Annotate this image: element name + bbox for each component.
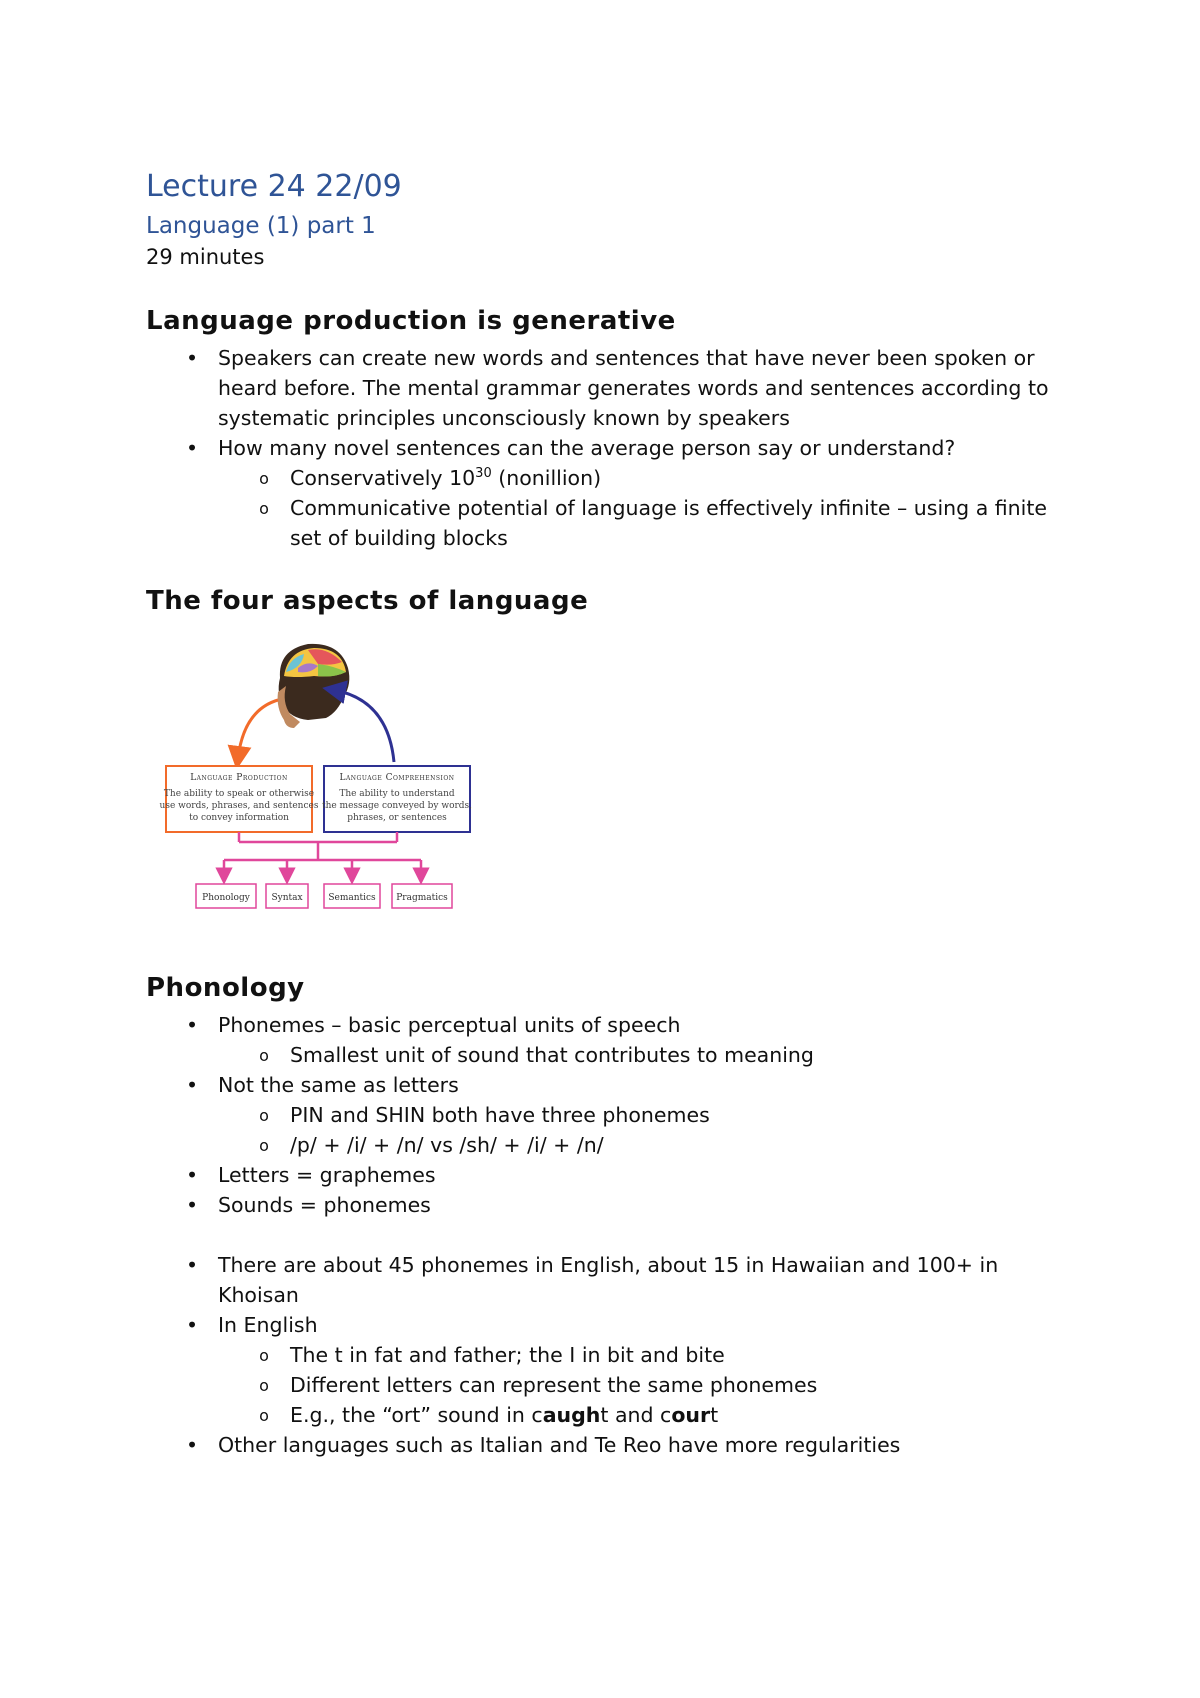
bullet-icon: • — [185, 1163, 199, 1188]
comprehension-title: Language Comprehension — [339, 773, 455, 784]
list-item-text: Speakers can create new words and sentences that have never been spoken or heard before. The mental grammar generates words and sentences according to systematic principles unconsciously known by speakers — [218, 345, 1049, 430]
sub-list — [218, 1100, 1076, 1160]
lecture-duration: 29 minutes — [146, 245, 265, 270]
sub-item-text: Communicative potential of language is effectively infinite – using a finite set of building blocks — [290, 495, 1048, 550]
sub-bullet-icon: o — [259, 468, 269, 488]
bullet-icon: • — [185, 1193, 199, 1218]
section1-list — [146, 343, 1076, 553]
head-illustration-icon — [278, 644, 350, 728]
sub-item-text: /p/ + /i/ + /n/ vs /sh/ + /i/ + /n/ — [290, 1133, 604, 1158]
list-item-text: Letters = graphemes — [218, 1163, 436, 1188]
comprehension-text-line: the message conveyed by words, — [321, 801, 473, 812]
lecture-subtitle: Language (1) part 1 — [146, 212, 376, 239]
lecture-title: Lecture 24 22/09 — [146, 169, 402, 204]
spacer — [146, 1220, 1076, 1250]
section-heading-generative: Language production is generative — [146, 305, 676, 336]
sub-item-text: Smallest unit of sound that contributes to meaning — [290, 1043, 814, 1068]
bold-fragment: augh — [542, 1403, 601, 1428]
sub-item-text-e: t — [710, 1403, 719, 1428]
aspect-label: Semantics — [328, 893, 376, 904]
phonology-list — [146, 1010, 1076, 1220]
bullet-icon: • — [185, 1073, 199, 1098]
section-heading-phonology: Phonology — [146, 973, 305, 1004]
sub-list-item — [218, 1370, 1076, 1400]
list-item-text: Other languages such as Italian and Te Reo have more regularities — [218, 1433, 901, 1458]
sub-list-item — [218, 463, 1076, 493]
comprehension-text-line: The ability to understand — [339, 789, 455, 800]
sub-item-text-pre: Conservatively 10 — [290, 465, 476, 490]
bullet-icon: • — [185, 1253, 199, 1278]
bullet-icon: • — [185, 345, 199, 370]
production-title: Language Production — [190, 773, 288, 784]
sub-list-item — [218, 1400, 1076, 1430]
sub-list-item — [218, 1340, 1076, 1370]
sub-item-text-a: E.g., the “ort” sound in c — [290, 1403, 543, 1428]
phonology-list-continued — [146, 1250, 1076, 1460]
sub-bullet-icon: o — [259, 1376, 269, 1396]
aspects-connector — [224, 832, 421, 876]
exponent: 30 — [475, 465, 492, 481]
production-text-line: The ability to speak or otherwise — [163, 789, 315, 800]
list-item — [146, 433, 1076, 553]
comprehension-text-line: phrases, or sentences — [347, 813, 447, 824]
sub-bullet-icon: o — [259, 498, 269, 518]
sub-list — [218, 463, 1076, 553]
list-item — [146, 1250, 1076, 1310]
sub-item-text: Different letters can represent the same phonemes — [290, 1373, 818, 1398]
sub-list-item — [218, 1040, 1076, 1070]
document-content — [146, 168, 1076, 1460]
list-item — [146, 1160, 1076, 1190]
list-item-text: How many novel sentences can the average person say or understand? — [218, 435, 956, 460]
list-item — [146, 1430, 1076, 1460]
bullet-icon: • — [185, 1013, 199, 1038]
sub-bullet-icon: o — [259, 1136, 269, 1156]
sub-item-text: PIN and SHIN both have three phonemes — [290, 1103, 710, 1128]
sub-list — [218, 1340, 1076, 1430]
section-heading-four-aspects: The four aspects of language — [146, 585, 589, 616]
list-item — [146, 1190, 1076, 1220]
list-item-text: Sounds = phonemes — [218, 1193, 431, 1218]
sub-bullet-icon: o — [259, 1046, 269, 1066]
list-item — [146, 1010, 1076, 1070]
sub-bullet-icon: o — [259, 1406, 269, 1426]
list-item-text: Not the same as letters — [218, 1073, 459, 1098]
aspect-label: Syntax — [271, 893, 303, 904]
four-aspects-diagram — [158, 632, 488, 942]
sub-list-item — [218, 1130, 1076, 1160]
sub-item-text-post: (nonillion) — [491, 465, 602, 490]
bold-fragment: our — [671, 1403, 711, 1428]
bullet-icon: • — [185, 1433, 199, 1458]
list-item-text: In English — [218, 1313, 318, 1338]
production-text-line: to convey information — [189, 813, 289, 824]
production-text-line: use words, phrases, and sentences — [159, 801, 319, 812]
sub-list — [218, 1040, 1076, 1070]
aspect-label: Phonology — [202, 893, 250, 904]
diagram-svg — [158, 632, 488, 942]
sub-bullet-icon: o — [259, 1106, 269, 1126]
sub-item-text-c: t and c — [600, 1403, 672, 1428]
sub-list-item — [218, 493, 1076, 553]
list-item-text: There are about 45 phonemes in English, about 15 in Hawaiian and 100+ in Khoisan — [218, 1253, 999, 1308]
list-item — [146, 1070, 1076, 1160]
aspect-label: Pragmatics — [396, 893, 448, 904]
sub-bullet-icon: o — [259, 1346, 269, 1366]
bullet-icon: • — [185, 435, 199, 460]
bullet-icon: • — [185, 1313, 199, 1338]
list-item-text: Phonemes – basic perceptual units of speech — [218, 1013, 681, 1038]
list-item — [146, 343, 1076, 433]
sub-item-text: The t in fat and father; the I in bit and bite — [290, 1343, 725, 1368]
list-item — [146, 1310, 1076, 1430]
comprehension-arrow — [334, 690, 394, 762]
production-arrow — [238, 700, 278, 758]
sub-list-item — [218, 1100, 1076, 1130]
